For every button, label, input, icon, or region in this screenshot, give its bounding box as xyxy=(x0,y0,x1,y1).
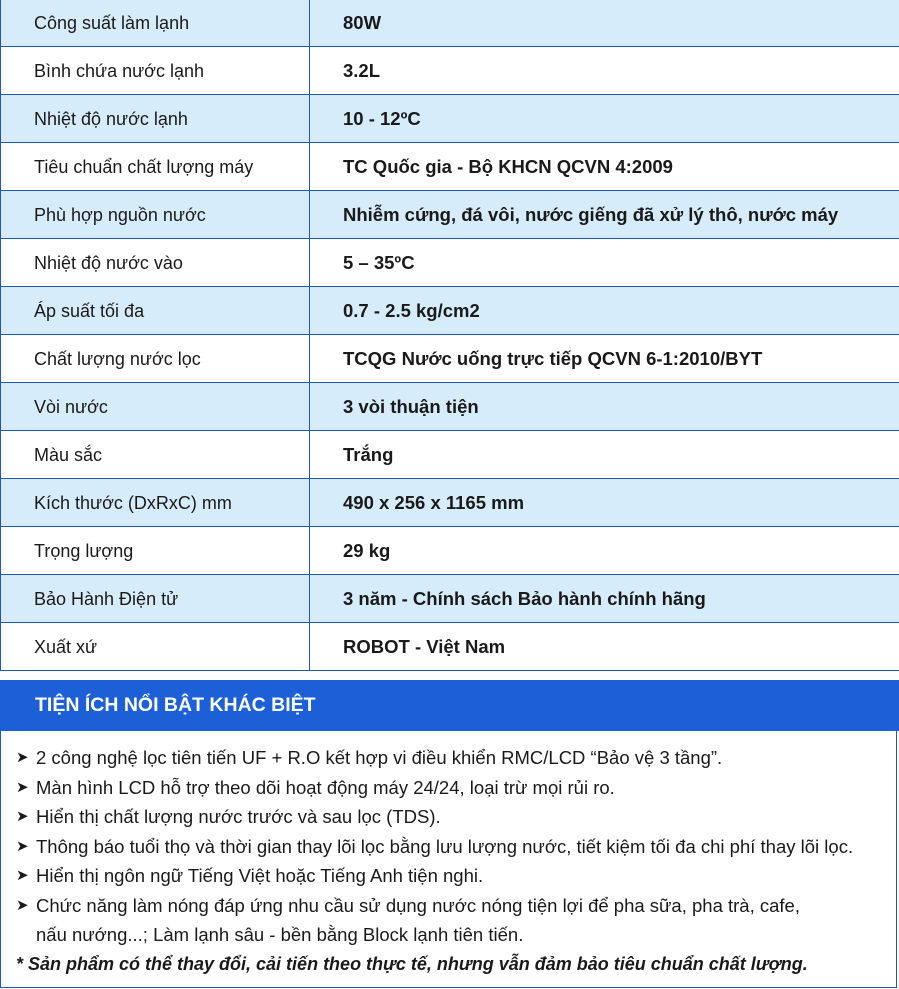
spec-label: Xuất xứ xyxy=(1,623,310,671)
spec-value: 0.7 - 2.5 kg/cm2 xyxy=(310,287,899,335)
spec-value: 3 vòi thuận tiện xyxy=(310,383,899,431)
feature-text: Hiển thị ngôn ngữ Tiếng Việt hoặc Tiếng Anh tiện nghi. xyxy=(36,865,484,886)
feature-text: Màn hình LCD hỗ trợ theo dõi hoạt động máy 24/24, loại trừ mọi rủi ro. xyxy=(36,776,615,798)
arrow-bullet-icon: ➤ xyxy=(16,837,29,855)
spec-label: Chất lượng nước lọc xyxy=(1,335,310,383)
spec-value: 29 kg xyxy=(310,527,899,575)
spec-value: ROBOT - Việt Nam xyxy=(310,623,899,671)
section-header xyxy=(0,680,899,731)
spec-row xyxy=(1,239,899,287)
spec-row xyxy=(1,431,899,479)
spec-row xyxy=(1,479,899,527)
spec-row xyxy=(1,527,899,575)
arrow-bullet-icon: ➤ xyxy=(16,896,29,914)
spec-label: Màu sắc xyxy=(1,431,310,479)
spec-row xyxy=(1,95,899,143)
arrow-bullet-icon: ➤ xyxy=(16,867,29,884)
spec-row xyxy=(1,191,899,239)
arrow-bullet-icon: ➤ xyxy=(16,778,29,796)
spec-value: TC Quốc gia - Bộ KHCN QCVN 4:2009 xyxy=(310,143,899,191)
spec-label: Phù hợp nguồn nước xyxy=(1,191,310,239)
spec-value: 80W xyxy=(310,0,899,47)
spec-row xyxy=(1,335,899,383)
feature-text: Thông báo tuổi thọ và thời gian thay lõi lọc bằng lưu lượng nước, tiết kiệm tối đa chi phí thay lõi lọc. xyxy=(36,835,854,857)
spec-label: Bình chứa nước lạnh xyxy=(1,47,310,95)
feature-item xyxy=(1,743,896,773)
spec-value: 10 - 12ºC xyxy=(310,95,899,143)
spec-label: Nhiệt độ nước vào xyxy=(1,239,310,287)
spec-value: 490 x 256 x 1165 mm xyxy=(310,479,899,527)
arrow-bullet-icon: ➤ xyxy=(16,808,29,825)
spec-row xyxy=(1,623,899,671)
spec-label: Tiêu chuẩn chất lượng máy xyxy=(1,143,310,191)
spec-row xyxy=(1,575,899,623)
feature-item xyxy=(1,802,896,832)
feature-list xyxy=(0,731,897,988)
spec-row xyxy=(1,47,899,95)
feature-item xyxy=(1,832,896,862)
spec-value: Trắng xyxy=(310,431,899,479)
feature-item xyxy=(1,861,896,891)
spec-value: 3 năm - Chính sách Bảo hành chính hãng xyxy=(310,575,899,623)
spec-label: Bảo Hành Điện tử xyxy=(1,575,310,623)
spec-row xyxy=(1,0,899,47)
spec-label: Nhiệt độ nước lạnh xyxy=(1,95,310,143)
section-title: TIỆN ÍCH NỔI BẬT KHÁC BIỆT xyxy=(35,694,316,716)
feature-item xyxy=(1,773,896,803)
spec-label: Vòi nước xyxy=(1,383,310,431)
spec-label: Áp suất tối đa xyxy=(1,287,310,335)
spec-value: TCQG Nước uống trực tiếp QCVN 6-1:2010/BYT xyxy=(310,335,899,383)
spec-label: Công suất làm lạnh xyxy=(1,0,310,47)
feature-text: Chức năng làm nóng đáp ứng nhu cầu sử dụng nước nóng tiện lợi để pha sữa, pha trà, cafe, nấu nướng...; Làm lạnh sâu - bền bằng Block lạnh tiên tiến. xyxy=(36,894,800,945)
feature-item xyxy=(1,891,896,950)
spec-row xyxy=(1,383,899,431)
spec-value: 3.2L xyxy=(310,47,899,95)
spec-value: 5 – 35ºC xyxy=(310,239,899,287)
spec-row xyxy=(1,143,899,191)
feature-text: Hiển thị chất lượng nước trước và sau lọc (TDS). xyxy=(36,806,441,827)
disclaimer-note: * Sản phẩm có thể thay đổi, cải tiến theo thực tế, nhưng vẫn đảm bảo tiêu chuẩn chất lượng. xyxy=(16,953,808,974)
feature-text: 2 công nghệ lọc tiên tiến UF + R.O kết hợp vi điều khiển RMC/LCD “Bảo vệ 3 tầng”. xyxy=(36,747,723,768)
arrow-bullet-icon: ➤ xyxy=(16,749,29,766)
spec-value: Nhiễm cứng, đá vôi, nước giếng đã xử lý thô, nước máy xyxy=(310,191,899,239)
spec-label: Kích thước (DxRxC) mm xyxy=(1,479,310,527)
spec-row xyxy=(1,287,899,335)
spec-label: Trọng lượng xyxy=(1,527,310,575)
